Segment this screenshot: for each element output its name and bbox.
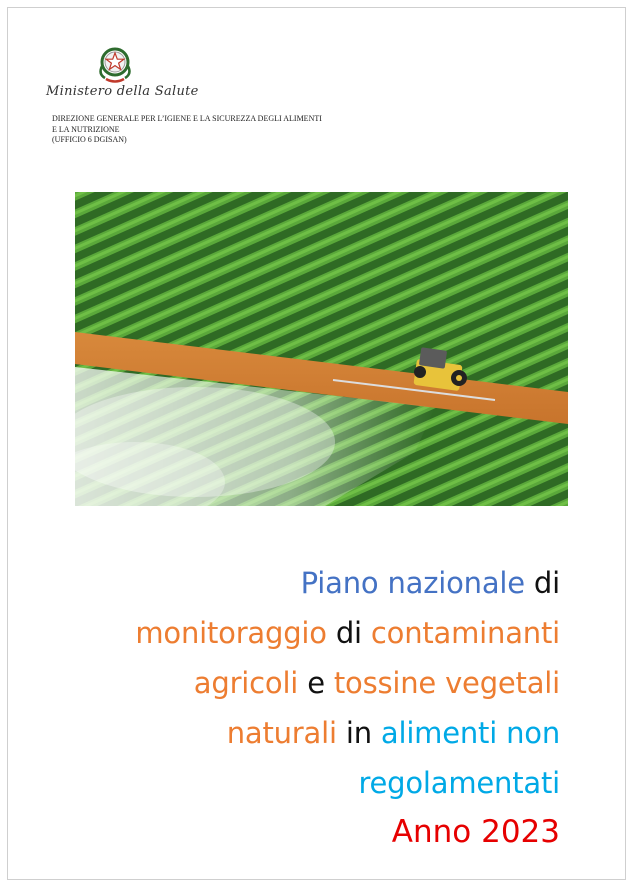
title-piano-nazionale: Piano nazionale [300,566,525,600]
title-in: in [336,716,381,750]
title-contaminanti: contaminanti [370,616,560,650]
title-line-5 [60,758,560,808]
title-naturali: naturali [226,716,337,750]
title-di-2: di [326,616,371,650]
document-title [60,558,560,808]
title-monitoraggio: monitoraggio [135,616,327,650]
title-line-1 [60,558,560,608]
title-line-4 [60,708,560,758]
title-tossine-vegetali: tossine vegetali [333,666,560,700]
document-year: Anno 2023 [391,814,560,850]
title-line-2 [60,608,560,658]
direzione-line-2: E LA NUTRIZIONE [52,124,120,134]
title-alimenti-non: alimenti non [380,716,560,750]
cover-photo [75,192,568,506]
direzione-generale-text [52,114,322,146]
italian-republic-emblem-icon [96,44,134,84]
title-e: e [298,666,334,700]
title-regolamentati: regolamentati [358,766,560,800]
direzione-line-1: DIREZIONE GENERALE PER L’IGIENE E LA SICUREZZA DEGLI ALIMENTI [52,114,322,123]
ministry-name: Ministero della Salute [46,84,199,99]
tractor-spraying-field-photo [75,192,568,506]
direzione-line-3: (UFFICIO 6 DGISAN) [52,135,127,144]
title-di: di [524,566,560,600]
title-line-3 [60,658,560,708]
title-agricoli: agricoli [193,666,299,700]
